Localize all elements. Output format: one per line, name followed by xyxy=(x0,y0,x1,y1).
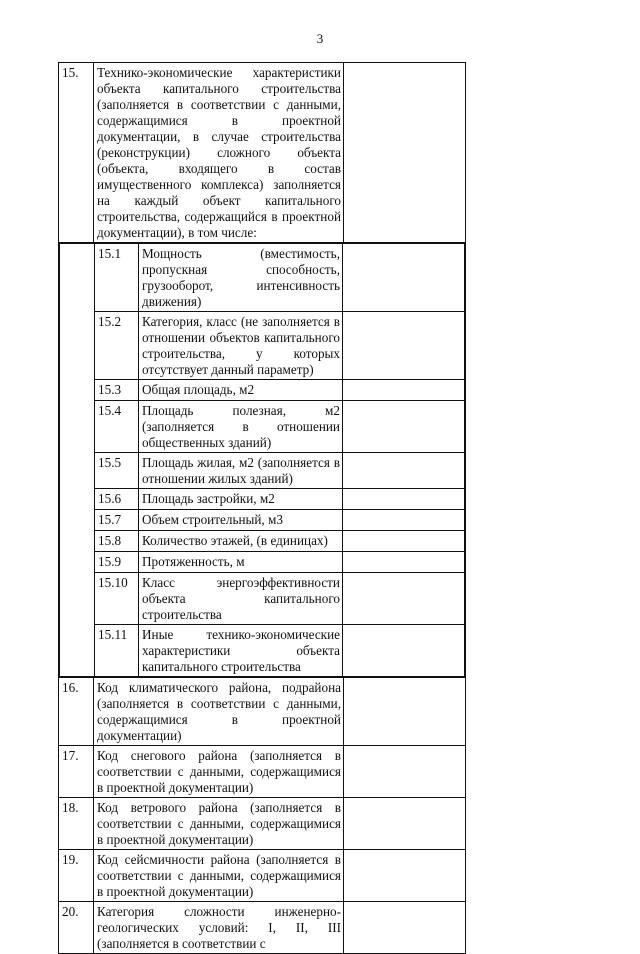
value-cell[interactable] xyxy=(343,312,465,380)
indent-cell xyxy=(60,244,95,677)
value-cell[interactable] xyxy=(344,678,466,746)
row-number: 15. xyxy=(59,63,94,243)
value-cell[interactable] xyxy=(344,902,466,954)
subrow-number: 15.1 xyxy=(95,244,139,312)
table-row xyxy=(60,489,465,510)
subrow-description: Протяженность, м xyxy=(139,552,343,573)
subrow-description: Площадь застройки, м2 xyxy=(139,489,343,510)
subrows-table xyxy=(59,243,465,677)
table-row xyxy=(60,401,465,453)
row-number: 18. xyxy=(59,798,94,850)
table-row xyxy=(60,625,465,677)
page-number: 3 xyxy=(316,31,324,46)
table-row xyxy=(59,746,466,798)
subrows-block xyxy=(59,243,466,678)
subrow-number: 15.11 xyxy=(95,625,139,677)
row-description: Технико-экономические характеристики объекта капитального строительства (заполняется в соответствии с данными, содержащимися в проектной документации, в случае строительства (реконструкции) сложного объекта (объекта, входящего в состав имущественного комплекса) заполняется на каждый объект капитального строительства, содержащийся в проектной документации), в том числе: xyxy=(94,63,344,243)
value-cell[interactable] xyxy=(344,746,466,798)
subrow-description: Иные технико-экономические характеристики объекта капитального строительства xyxy=(139,625,343,677)
subrow-description: Класс энергоэффективности объекта капитального строительства xyxy=(139,573,343,625)
subrow-number: 15.8 xyxy=(95,531,139,552)
table-row xyxy=(59,63,466,243)
value-cell[interactable] xyxy=(343,244,465,312)
value-cell[interactable] xyxy=(344,850,466,902)
subrow-number: 15.5 xyxy=(95,453,139,489)
table-row xyxy=(60,312,465,380)
subrow-description: Категория, класс (не заполняется в отношении объектов капитального строительства, у которых отсутствует данный параметр) xyxy=(139,312,343,380)
value-cell[interactable] xyxy=(343,380,465,401)
row-number: 16. xyxy=(59,678,94,746)
row-description: Код снегового района (заполняется в соответствии с данными, содержащимися в проектной документации) xyxy=(94,746,344,798)
value-cell[interactable] xyxy=(343,531,465,552)
subrow-number: 15.10 xyxy=(95,573,139,625)
table-row xyxy=(59,850,466,902)
table-row xyxy=(60,380,465,401)
value-cell[interactable] xyxy=(343,625,465,677)
subrow-number: 15.7 xyxy=(95,510,139,531)
subrow-description: Общая площадь, м2 xyxy=(139,380,343,401)
subrow-number: 15.9 xyxy=(95,552,139,573)
table-row xyxy=(60,453,465,489)
table-row xyxy=(59,902,466,954)
value-cell[interactable] xyxy=(344,798,466,850)
row-number: 17. xyxy=(59,746,94,798)
value-cell[interactable] xyxy=(344,63,466,243)
subrow-description: Мощность (вместимость, пропускная способность, грузооборот, интенсивность движения) xyxy=(139,244,343,312)
form-table xyxy=(58,62,466,954)
subrow-description: Площадь жилая, м2 (заполняется в отношении жилых зданий) xyxy=(139,453,343,489)
value-cell[interactable] xyxy=(343,573,465,625)
subrow-description: Количество этажей, (в единицах) xyxy=(139,531,343,552)
row-number: 19. xyxy=(59,850,94,902)
row-description: Код ветрового района (заполняется в соответствии с данными, содержащимися в проектной документации) xyxy=(94,798,344,850)
subrow-number: 15.4 xyxy=(95,401,139,453)
table-row xyxy=(59,798,466,850)
row-description: Код климатического района, подрайона (заполняется в соответствии с данными, содержащимися в проектной документации) xyxy=(94,678,344,746)
row-description: Код сейсмичности района (заполняется в соответствии с данными, содержащимися в проектной документации) xyxy=(94,850,344,902)
subrow-number: 15.3 xyxy=(95,380,139,401)
subrow-number: 15.6 xyxy=(95,489,139,510)
value-cell[interactable] xyxy=(343,510,465,531)
table-row xyxy=(60,573,465,625)
subrow-description: Площадь полезная, м2 (заполняется в отношении общественных зданий) xyxy=(139,401,343,453)
table-row xyxy=(60,510,465,531)
row-description: Категория сложности инженерно-геологических условий: I, II, III (заполняется в соответствии с xyxy=(94,902,344,954)
value-cell[interactable] xyxy=(343,552,465,573)
subrow-number: 15.2 xyxy=(95,312,139,380)
table-row xyxy=(59,678,466,746)
table-row xyxy=(60,531,465,552)
table-row xyxy=(60,244,465,312)
value-cell[interactable] xyxy=(343,489,465,510)
row-number: 20. xyxy=(59,902,94,954)
table-row xyxy=(60,552,465,573)
subrow-description: Объем строительный, м3 xyxy=(139,510,343,531)
value-cell[interactable] xyxy=(343,401,465,453)
value-cell[interactable] xyxy=(343,453,465,489)
subrows-container xyxy=(59,243,466,678)
